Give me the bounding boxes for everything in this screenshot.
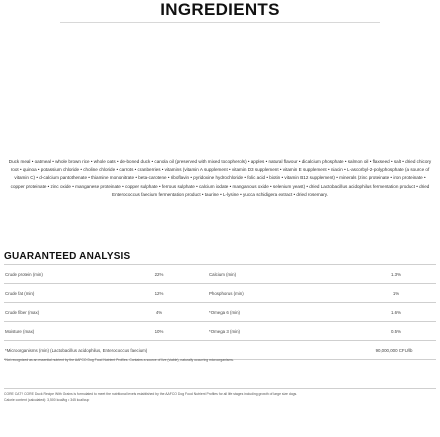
analysis-label: Crude protein (min) bbox=[5, 272, 43, 277]
analysis-value: 0.5% bbox=[390, 329, 401, 334]
analysis-label: *Omega 6 (min) bbox=[209, 310, 240, 315]
analysis-label: Calcium (min) bbox=[209, 272, 237, 277]
analysis-value: 1.6% bbox=[390, 310, 401, 315]
analysis-row bbox=[4, 321, 436, 340]
analysis-label: Crude fat (min) bbox=[5, 291, 35, 296]
guaranteed-analysis-heading: GUARANTEED ANALYSIS bbox=[4, 251, 131, 262]
analysis-row bbox=[4, 264, 436, 283]
ingredients-heading: INGREDIENTS bbox=[160, 0, 280, 19]
footnote-divider bbox=[4, 388, 436, 389]
analysis-value: 10% bbox=[154, 329, 164, 334]
analysis-value: 1% bbox=[392, 291, 400, 296]
footnote-essential-nutrient: *Not recognized as an essential nutrient by the AAFCO Dog Food Nutrient Profiles. Contains a source of live (viable), naturally occurring microorganisms. bbox=[4, 358, 234, 362]
analysis-label: Crude fiber (max) bbox=[5, 310, 40, 315]
footnote-calorie-content: Calorie content (calculated): 3,500 kcal/kg • 345 kcal/cup bbox=[4, 398, 90, 402]
analysis-row-microorganisms bbox=[4, 340, 436, 360]
analysis-label: *Microorganisms (min) (Lactobacillus acidophilus, Enterococcus faecium) bbox=[5, 348, 148, 353]
heading-divider bbox=[60, 22, 380, 23]
guaranteed-analysis-table bbox=[4, 264, 436, 360]
analysis-label: Phosphorus (min) bbox=[209, 291, 244, 296]
footnote-aafco-statement: CORE CAT? CORE Duck Recipe With Grains is formulated to meet the nutritional levels established by the AAFCO Dog Food Nutrient Profiles for all life stages including growth of large size dogs. bbox=[4, 392, 298, 396]
analysis-row bbox=[4, 283, 436, 302]
analysis-value: 22% bbox=[154, 272, 164, 277]
analysis-label: Moisture (max) bbox=[5, 329, 35, 334]
analysis-value: 4% bbox=[155, 310, 163, 315]
analysis-value: 1.3% bbox=[390, 272, 401, 277]
ingredients-text: Duck meal • oatmeal • whole brown rice • whole oats • de-boned duck • canola oil (preserved with mixed tocopherols) • apples • natural flavour • dicalcium phosphate • salmon oil • flaxseed • salt • dried chicory root • quinoa • potassium chloride • choline chloride • carrots • cranberries • vitamins (vitamin A supplement • vitamin D3 supplement • vitamin E supplement • niacin • L-ascorbyl-2-polyphosphate (a source of vitamin C) • d-calcium pantothenate • thiamine mononitrate • beta-carotene • riboflavin • pyridoxine hydrochloride • folic acid • biotin • vitamin B12 supplement) • minerals (zinc proteinate • iron proteinate • copper proteinate • zinc oxide • manganese proteinate • copper sulphate • ferrous sulphate • calcium iodate • manganous oxide • selenium yeast) • dried Lactobacillus acidophilus fermentation product • dried Enterococcus faecium fermentation product • taurine • L-lysine • yucca schidigera extract • dried rosemary. bbox=[8, 159, 432, 197]
analysis-row bbox=[4, 302, 436, 321]
analysis-value: 12% bbox=[154, 291, 164, 296]
analysis-label: *Omega 3 (min) bbox=[209, 329, 240, 334]
analysis-value: 90,000,000 CFU/lb bbox=[375, 348, 413, 353]
